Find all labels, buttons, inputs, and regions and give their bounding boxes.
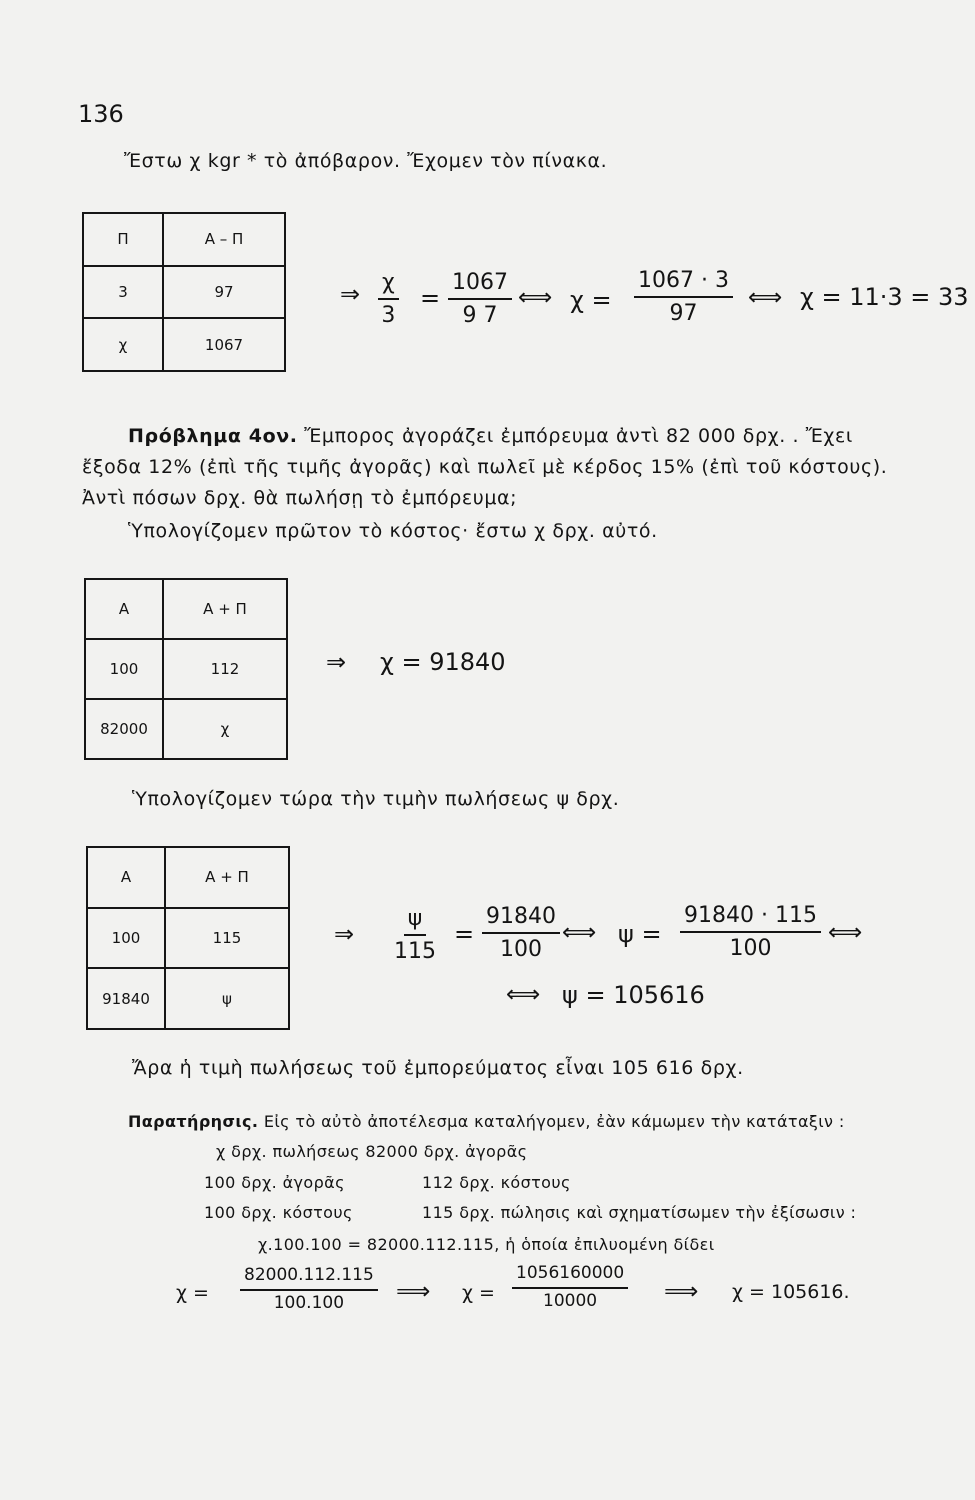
table-cell: Α – Π <box>163 213 285 266</box>
fraction-1067-over-97 <box>448 270 512 329</box>
x-equals: χ = <box>176 1282 209 1304</box>
implies-arrow: ⇒ <box>340 280 361 308</box>
table-cell: 3 <box>83 266 163 319</box>
ratio-table-3 <box>86 846 290 1030</box>
problem-title: Πρόβλημα 4ον. <box>128 425 298 447</box>
table-cell: 100 <box>85 639 163 699</box>
result-psi-105616: ψ = 105616 <box>562 981 705 1009</box>
iff-arrow: ⟺ <box>518 283 553 311</box>
psi-equals: ψ = <box>618 920 662 948</box>
iff-arrow: ⟺ <box>562 918 597 946</box>
result-x-91840: χ = 91840 <box>380 648 506 676</box>
problem-text: Ἔμπορος ἀγοράζει ἐμπόρευμα ἀντὶ 82 000 δρχ. . Ἔχει <box>297 425 853 447</box>
denominator: 100.100 <box>273 1292 345 1313</box>
denominator: 9 7 <box>462 303 498 329</box>
problem-4-line-1 <box>128 425 853 447</box>
result-x-33: χ = 11·3 = 33 <box>800 283 969 311</box>
table-cell: Π <box>83 213 163 266</box>
table-cell: 91840 <box>87 968 165 1029</box>
table-cell: Α + Π <box>165 847 289 908</box>
table-cell: Α <box>87 847 165 908</box>
denominator: 10000 <box>543 1290 598 1311</box>
intro-text: Ἔστω χ kgr * τὸ ἀπόβαρον. Ἔχομεν τὸν πίνακα. <box>124 150 608 172</box>
denominator: 97 <box>669 301 698 327</box>
iff-arrow: ⟺ <box>748 283 783 311</box>
ratio-table-1 <box>82 212 286 372</box>
remark-text: Εἰς τὸ αὐτὸ ἀποτέλεσμα καταλήγομεν, ἐὰν κάμωμεν τὴν κατάταξιν : <box>258 1112 845 1131</box>
fraction-91840x115-over-100 <box>680 903 821 962</box>
denominator: 100 <box>500 937 542 963</box>
table-cell: 115 <box>165 908 289 969</box>
remark-row-2-right: 112 δρχ. κόστους <box>422 1173 571 1192</box>
implies-arrow: ⇒ <box>334 920 355 948</box>
equals-sign: = <box>454 920 475 948</box>
remark-row-1: χ δρχ. πωλήσεως 82000 δρχ. ἀγορᾶς <box>216 1142 528 1161</box>
table-cell: 82000 <box>85 699 163 759</box>
numerator: 91840 · 115 <box>680 903 821 933</box>
table-cell: Α + Π <box>163 579 287 639</box>
table-cell: χ <box>163 699 287 759</box>
final-result: χ = 105616. <box>732 1281 850 1303</box>
denominator: 115 <box>394 939 436 965</box>
ratio-table-2 <box>84 578 288 760</box>
numerator: ψ <box>404 906 427 936</box>
table-cell: Α <box>85 579 163 639</box>
implies-arrow: ⟹ <box>664 1277 699 1305</box>
remark-line-1 <box>128 1112 845 1131</box>
table-cell: 112 <box>163 639 287 699</box>
problem-4-line-2: ἔξοδα 12% (ἐπὶ τῆς τιμῆς ἀγορᾶς) καὶ πωλεῖ μὲ κέρδος 15% (ἐπὶ τοῦ κόστους). <box>82 456 888 478</box>
cost-intro: Ὑπολογίζομεν πρῶτον τὸ κόστος· ἔστω χ δρχ. αὐτό. <box>128 520 658 542</box>
numerator: 91840 <box>482 904 560 934</box>
fraction-x-over-3 <box>378 270 399 329</box>
numerator: 1056160000 <box>512 1264 628 1289</box>
implies-arrow: ⟹ <box>396 1277 431 1305</box>
remark-row-3-right: 115 δρχ. πώλησις καὶ σχηματίσωμεν τὴν ἐξίσωσιν : <box>422 1203 857 1222</box>
iff-arrow: ⟺ <box>828 918 863 946</box>
table-cell: 97 <box>163 266 285 319</box>
numerator: 1067 · 3 <box>634 268 733 298</box>
numerator: χ <box>378 270 399 300</box>
problem-4-line-3: Ἀντὶ πόσων δρχ. θὰ πωλήσῃ τὸ ἐμπόρευμα; <box>82 487 518 509</box>
numerator: 82000.112.115 <box>240 1266 378 1291</box>
remark-row-2-left: 100 δρχ. ἀγορᾶς <box>204 1173 345 1192</box>
equals-sign: = <box>420 284 441 312</box>
numerator: 1067 <box>448 270 512 300</box>
table-cell: 100 <box>87 908 165 969</box>
fraction-1067x3-over-97 <box>634 268 733 327</box>
x-equals: χ = <box>462 1282 495 1304</box>
page-number: 136 <box>78 100 124 128</box>
conclusion: Ἄρα ἡ τιμὴ πωλήσεως τοῦ ἐμπορεύματος εἶναι 105 616 δρχ. <box>132 1057 744 1079</box>
fraction-91840-over-100 <box>482 904 560 963</box>
x-equals: χ = <box>570 286 612 314</box>
implies-arrow: ⇒ <box>326 648 347 676</box>
remark-row-3-left: 100 δρχ. κόστους <box>204 1203 353 1222</box>
denominator: 100 <box>729 936 772 962</box>
table-cell: 1067 <box>163 318 285 371</box>
table-cell: ψ <box>165 968 289 1029</box>
fraction-1056160000-over-10000 <box>512 1264 628 1311</box>
fraction-82000-product-over-100-100 <box>240 1266 378 1313</box>
remark-title: Παρατήρησις. <box>128 1112 259 1131</box>
denominator: 3 <box>381 303 396 329</box>
remark-equation-line: χ.100.100 = 82000.112.115, ἡ ὁποία ἐπιλυομένη δίδει <box>258 1235 715 1254</box>
price-intro: Ὑπολογίζομεν τώρα τὴν τιμὴν πωλήσεως ψ δρχ. <box>132 788 620 810</box>
fraction-psi-over-115 <box>394 906 436 965</box>
iff-arrow: ⟺ <box>506 980 541 1008</box>
table-cell: χ <box>83 318 163 371</box>
